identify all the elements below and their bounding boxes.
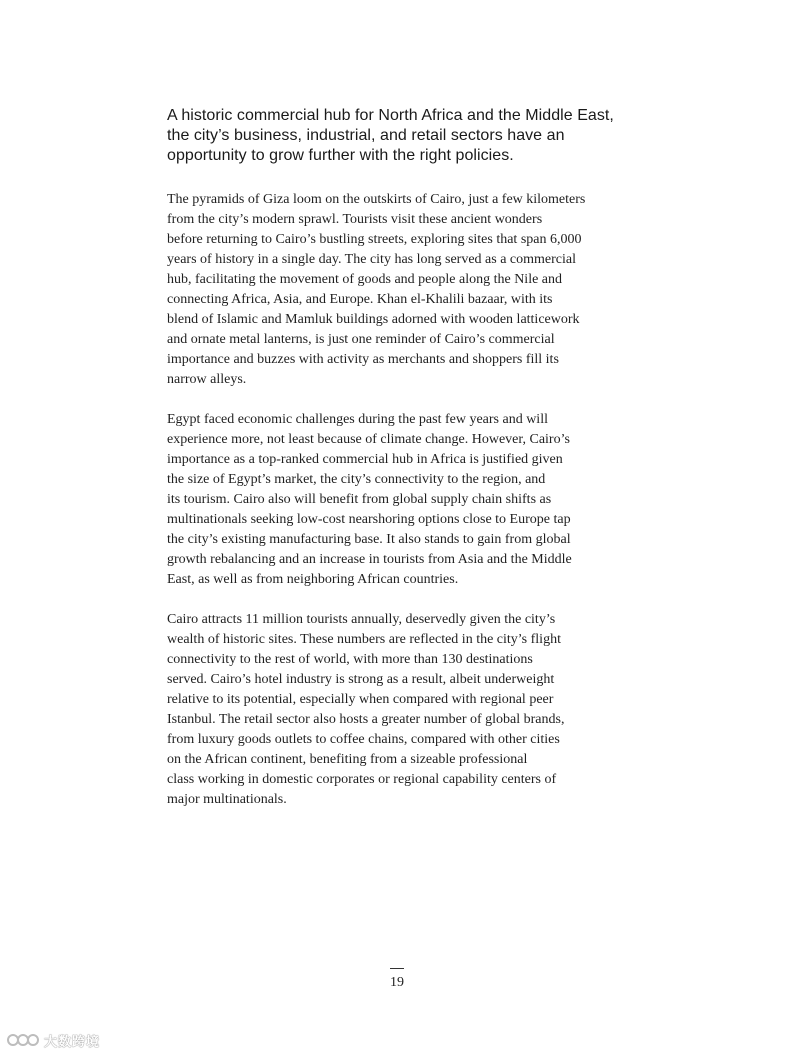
body-paragraph (167, 190, 637, 390)
paragraph-line: the city’s existing manufacturing base. It also stands to gain from global (167, 532, 571, 547)
paragraph-line: Egypt faced economic challenges during the past few years and will (167, 412, 548, 427)
paragraph-line: before returning to Cairo’s bustling streets, exploring sites that span 6,000 (167, 232, 582, 247)
paragraph-line: Istanbul. The retail sector also hosts a greater number of global brands, (167, 712, 565, 727)
paragraph-line: The pyramids of Giza loom on the outskirts of Cairo, just a few kilometers (167, 192, 586, 207)
paragraph-line: experience more, not least because of climate change. However, Cairo’s (167, 432, 570, 447)
page-number-rule (390, 968, 404, 969)
paragraph-line: wealth of historic sites. These numbers are reflected in the city’s flight (167, 632, 561, 647)
body-paragraph (167, 410, 637, 590)
paragraph-line: from the city’s modern sprawl. Tourists visit these ancient wonders (167, 212, 543, 227)
article-body (167, 106, 637, 830)
paragraph-line: class working in domestic corporates or regional capability centers of (167, 772, 557, 787)
paragraph-line: and ornate metal lanterns, is just one reminder of Cairo’s commercial (167, 332, 555, 347)
watermark-logo-icon (6, 1031, 40, 1049)
paragraph-line: importance as a top-ranked commercial hub in Africa is justified given (167, 452, 563, 467)
paragraph-line: relative to its potential, especially when compared with regional peer (167, 692, 554, 707)
paragraph-line: connecting Africa, Asia, and Europe. Khan el-Khalili bazaar, with its (167, 292, 553, 307)
watermark (6, 1029, 100, 1051)
paragraph-line: East, as well as from neighboring African countries. (167, 572, 459, 587)
watermark-text: 大数跨境 (44, 1034, 101, 1050)
paragraph-line: importance and buzzes with activity as merchants and shoppers fill its (167, 352, 559, 367)
lead-paragraph: A historic commercial hub for North Africa and the Middle East, the city’s business, industrial, and retail sectors have an opportunity to grow further with the right policies. (167, 107, 614, 164)
paragraph-line: narrow alleys. (167, 372, 247, 387)
paragraph-line: major multinationals. (167, 792, 287, 807)
paragraph-line: the size of Egypt’s market, the city’s connectivity to the region, and (167, 472, 546, 487)
paragraph-line: hub, facilitating the movement of goods and people along the Nile and (167, 272, 563, 287)
paragraph-line: blend of Islamic and Mamluk buildings adorned with wooden latticework (167, 312, 580, 327)
paragraph-line: on the African continent, benefiting from a sizeable professional (167, 752, 528, 767)
paragraph-line: served. Cairo’s hotel industry is strong as a result, albeit underweight (167, 672, 555, 687)
page-footer (386, 968, 408, 991)
page-number: 19 (390, 975, 404, 990)
paragraph-line: its tourism. Cairo also will benefit from global supply chain shifts as (167, 492, 552, 507)
paragraph-line: years of history in a single day. The city has long served as a commercial (167, 252, 576, 267)
body-paragraphs (167, 190, 637, 810)
paragraph-line: from luxury goods outlets to coffee chains, compared with other cities (167, 732, 560, 747)
paragraph-line: connectivity to the rest of world, with more than 130 destinations (167, 652, 533, 667)
paragraph-line: Cairo attracts 11 million tourists annually, deservedly given the city’s (167, 612, 556, 627)
body-paragraph (167, 610, 637, 810)
paragraph-line: multinationals seeking low-cost nearshoring options close to Europe tap (167, 512, 571, 527)
paragraph-line: growth rebalancing and an increase in tourists from Asia and the Middle (167, 552, 572, 567)
